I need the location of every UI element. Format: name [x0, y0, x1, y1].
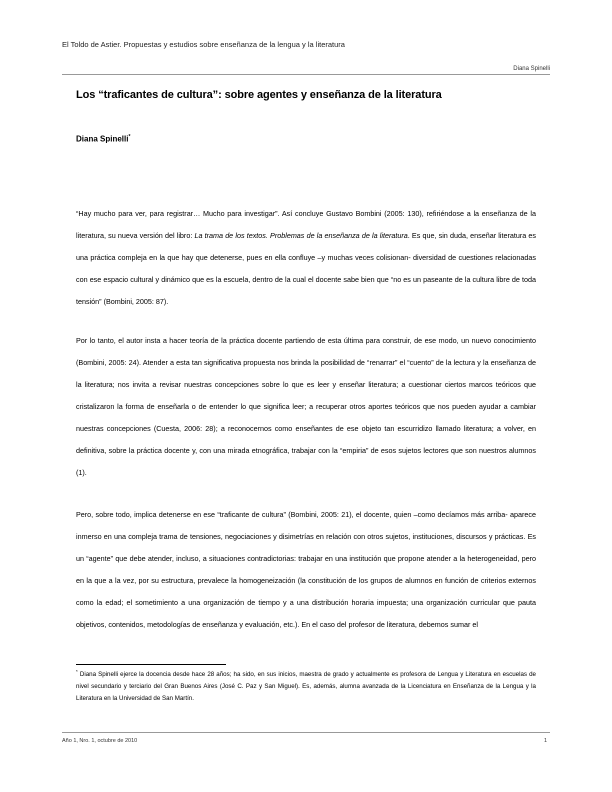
article-author — [76, 134, 130, 144]
paragraph-3: Pero, sobre todo, implica detenerse en ese “traficante de cultura” (Bombini, 2005: 21), el docente, quien –como decíamos más arriba- aparece inmerso en una compleja trama de tensiones, negociaciones y disimetrías en relación con otros sujetos, instituciones, discursos y prácticas. Es un “agente” que debe atender, incluso, a situaciones contradictorias: trabajar en una institución que propone atender a la heterogeneidad, pero en la que a la vez, por su estructura, prevalece la homogeneización (la constitución de los grupos de alumnos en función de criterios externos como la edad; el sometimiento a una organización de tiempo y a una distribución horaria impuesta; una organización curricular que pauta objetivos, contenidos, metodologías de enseñanza y evaluación, etc.). En el caso del profesor de literatura, debemos sumar el — [76, 510, 536, 629]
page-number: 1 — [543, 738, 547, 744]
paragraph-1 — [76, 203, 536, 313]
article-title: Los “traficantes de cultura”: sobre agentes y enseñanza de la literatura — [76, 89, 442, 101]
footer-divider — [62, 732, 550, 733]
paragraph-2: Por lo tanto, el autor insta a hacer teoría de la práctica docente partiendo de esta última para construir, de ese modo, un nuevo conocimiento (Bombini, 2005: 24). Atender a esta tan significativa propuesta nos brinda la posibilidad de “renarrar” el “cuento” de la lectura y la enseñanza de la literatura; nos invita a revisar nuestras concepciones sobre lo que es leer y enseñar literatura; a cuestionar ciertos marcos teóricos que cristalizaron la forma de enseñarla o de entender lo que significa leer; a recuperar otros aportes teóricos que nos pueden ayudar a cambiar nuestras concepciones (Cuesta, 2006: 28); a reconocernos como enseñantes de ese objeto tan escurridizo llamado literatura; a volver, en definitiva, sobre la práctica docente y, con una mirada etnográfica, trabajar con la “empiria” de esos sujetos lectores que son nuestros alumnos (1). — [76, 336, 536, 477]
author-footnote-mark[interactable]: * — [128, 134, 131, 140]
footnote-mark: * — [76, 669, 78, 674]
header-divider — [62, 74, 550, 75]
book-title: La trama de los textos. Problemas de la enseñanza de la literatura — [194, 231, 408, 240]
author-name: Diana Spinelli — [76, 134, 129, 144]
footnote — [76, 666, 536, 705]
issue-date: Año 1, Nro. 1, octubre de 2010 — [62, 738, 138, 744]
paragraph-1-text-b: . Es que, sin duda, enseñar literatura es una práctica compleja en la que hay que detenerse, pues en ella confluye –y muchas veces colisionan- diversidad de cuestiones relacionadas con ese espacio cultural y dinámico que es la escuela, dentro de la cual el docente sabe bien que “no es un paseante de la cultura libre de toda tensión” (Bombini, 2005: 87). — [76, 231, 536, 306]
header-author: Diana Spinelli — [513, 66, 550, 72]
footnote-divider — [76, 664, 226, 665]
footnote-text: Diana Spinelli ejerce la docencia desde hace 28 años; ha sido, en sus inicios, maestra de grado y actualmente es profesora de Lengua y Literatura en escuelas de nivel secundario y terciario del Gran Buenos Aires (José C. Paz y San Miguel). Es, además, alumna avanzada de la Licenciatura en Enseñanza de la Lengua y la Literatura en la Universidad de San Martín. — [76, 671, 536, 703]
paragraph-1-text-a: “Hay mucho para ver, para registrar… Mucho para investigar”. Así concluye Gustavo Bombini (2005: 130), refiriéndose a la enseñanza de la literatura, su nueva versión del libro: — [76, 209, 536, 240]
journal-header: El Toldo de Astier. Propuestas y estudios sobre enseñanza de la lengua y la literatura — [62, 40, 345, 49]
